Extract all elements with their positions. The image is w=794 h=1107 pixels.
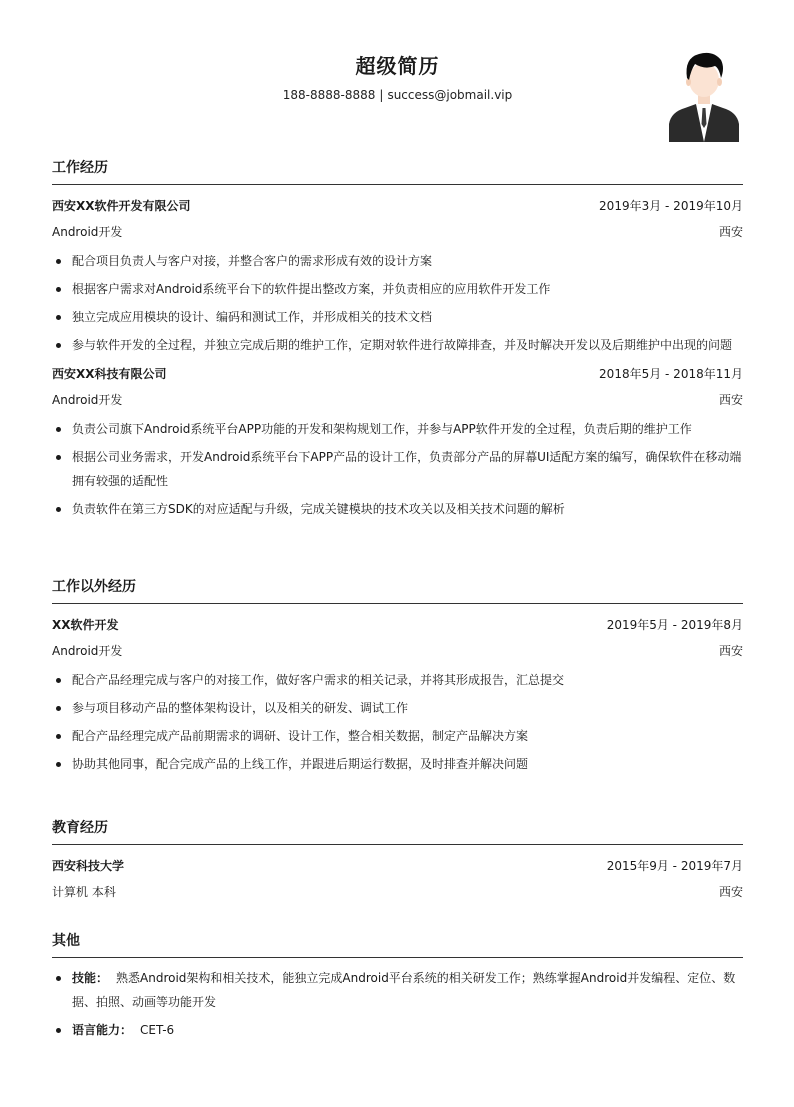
list-item: 配合产品经理完成与客户的对接工作，做好客户需求的相关记录，并将其形成报告，汇总提交 [52, 668, 743, 692]
entry-organization: 西安XX科技有限公司 [52, 367, 167, 381]
entry-subheader [52, 879, 743, 905]
entry-subheader [52, 387, 743, 413]
entry-bullet-list [52, 249, 743, 357]
entry-location: 西安 [718, 393, 743, 407]
entry-location: 西安 [718, 644, 743, 658]
avatar [669, 46, 739, 142]
entry-location: 西安 [718, 885, 743, 899]
section-misc [52, 929, 743, 1046]
entry-header [52, 193, 743, 219]
entry-location: 西安 [718, 225, 743, 239]
list-item: 负责公司旗下Android系统平台APP功能的开发和架构规划工作，并参与APP软件开发的全过程，负责后期的维护工作 [52, 417, 743, 441]
entry-header [52, 612, 743, 638]
section-title: 教育经历 [52, 820, 108, 836]
entry-organization: 西安XX软件开发有限公司 [52, 199, 191, 213]
entry-header [52, 853, 743, 879]
entry-subheader [52, 638, 743, 664]
section-title: 其他 [52, 933, 80, 949]
item-label: 语言能力： [72, 1023, 133, 1037]
list-item: 负责软件在第三方SDK的对应适配与升级，完成关键模块的技术攻关以及相关技术问题的解析 [52, 497, 743, 521]
entry-organization: 西安科技大学 [52, 859, 125, 873]
entry-role: Android开发 [52, 644, 123, 658]
entry-bullet-list [52, 417, 743, 521]
list-item: 根据公司业务需求，开发Android系统平台下APP产品的设计工作，负责部分产品的屏幕UI适配方案的编写，确保软件在移动端拥有较强的适配性 [52, 445, 743, 493]
section-education [52, 816, 743, 905]
email-address: success@jobmail.vip [387, 88, 513, 102]
list-item: 参与软件开发的全过程，并独立完成后期的维护工作，定期对软件进行故障排查，并及时解决开发以及后期维护中出现的问题 [52, 333, 743, 357]
misc-bullet-list [52, 966, 743, 1042]
list-item: 协助其他同事，配合完成产品的上线工作，并跟进后期运行数据，及时排查并解决问题 [52, 752, 743, 776]
list-item [52, 966, 743, 1014]
section-title: 工作经历 [52, 160, 108, 176]
list-item [52, 1018, 743, 1042]
resume-page [52, 0, 743, 1107]
entry-subheader [52, 219, 743, 245]
entry-header [52, 361, 743, 387]
entry-date: 2018年5月 - 2018年11月 [599, 367, 743, 381]
entry-organization: XX软件开发 [52, 618, 119, 632]
contact-line [52, 88, 743, 102]
section-other-experience [52, 575, 743, 780]
item-text: 熟悉Android架构和相关技术，能独立完成Android平台系统的相关研发工作；熟练掌握Android并发编程、定位、数据、拍照、动画等功能开发 [72, 971, 736, 1009]
list-item: 根据客户需求对Android系统平台下的软件提出整改方案，并负责相应的应用软件开发工作 [52, 277, 743, 301]
section-work-experience [52, 156, 743, 525]
entry-date: 2015年9月 - 2019年7月 [606, 859, 743, 873]
education-entry [52, 853, 743, 905]
person-in-suit-icon [669, 53, 739, 142]
item-text: CET-6 [140, 1023, 175, 1037]
entry-role: Android开发 [52, 393, 123, 407]
section-title: 工作以外经历 [52, 579, 136, 595]
list-item: 配合项目负责人与客户对接，并整合客户的需求形成有效的设计方案 [52, 249, 743, 273]
entry-date: 2019年5月 - 2019年8月 [606, 618, 743, 632]
item-label: 技能： [72, 971, 109, 985]
resume-name: 超级简历 [355, 54, 440, 78]
work-entry [52, 193, 743, 357]
entry-degree: 计算机 本科 [52, 885, 116, 899]
entry-date: 2019年3月 - 2019年10月 [599, 199, 743, 213]
work-entry [52, 612, 743, 776]
list-item: 配合产品经理完成产品前期需求的调研、设计工作，整合相关数据，制定产品解决方案 [52, 724, 743, 748]
work-entry [52, 361, 743, 521]
phone-number: 188-8888-8888 [282, 88, 376, 102]
list-item: 独立完成应用模块的设计、编码和测试工作，并形成相关的技术文档 [52, 305, 743, 329]
entry-role: Android开发 [52, 225, 123, 239]
contact-separator: | [379, 88, 384, 102]
entry-bullet-list [52, 668, 743, 776]
list-item: 参与项目移动产品的整体架构设计，以及相关的研发、调试工作 [52, 696, 743, 720]
